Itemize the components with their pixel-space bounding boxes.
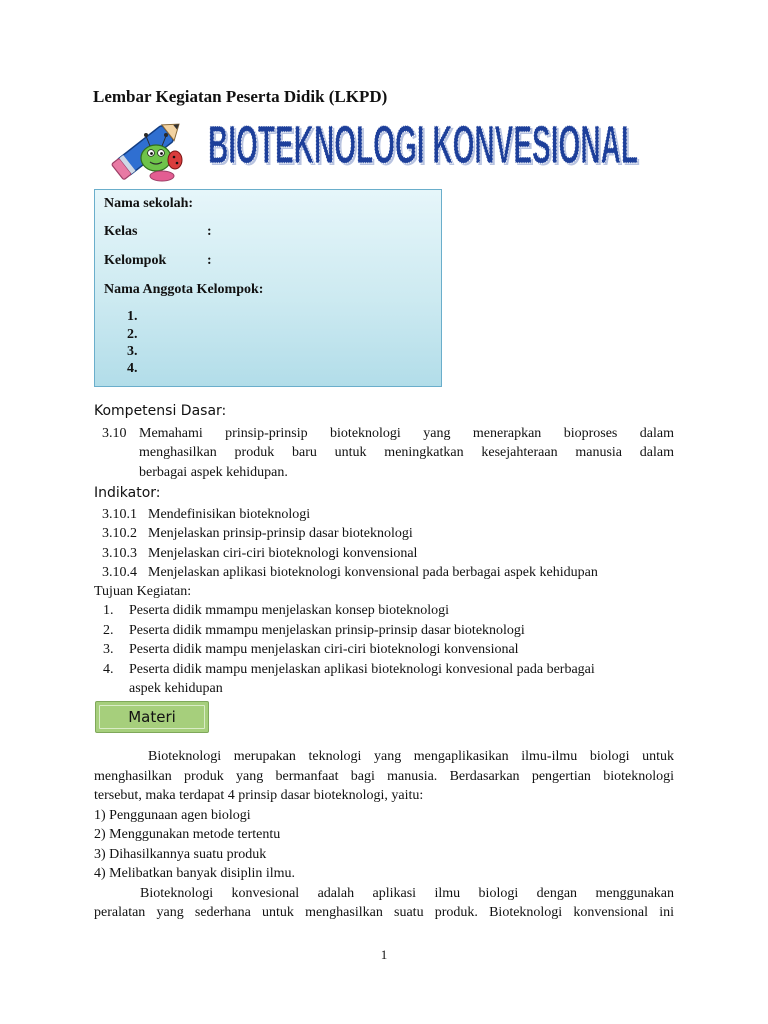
topic-banner <box>205 112 647 176</box>
class-label: Kelas <box>104 224 138 239</box>
tujuan-text: Peserta didik mampu menjelaskan aplikasi bioteknologi konvesional pada berbagai <box>129 662 595 677</box>
tujuan-text: Peserta didik mmampu menjelaskan prinsip-prinsip dasar bioteknologi <box>129 623 525 638</box>
tujuan-num: 4. <box>103 662 114 677</box>
materi-section-label <box>95 701 209 733</box>
tujuan-heading: Tujuan Kegiatan: <box>94 584 192 599</box>
school-name-label: Nama sekolah: <box>104 196 194 211</box>
group-row <box>104 253 212 269</box>
pencil-bug-mascot-illustration <box>104 114 190 186</box>
principle-item: 4) Melibatkan banyak disiplin ilmu. <box>94 866 296 881</box>
principle-item: 1) Penggunaan agen biologi <box>94 808 251 823</box>
topic-banner-shadow: BIOTEKNOLOGI KONVESIONAL <box>210 117 640 176</box>
tujuan-text: Peserta didik mampu menjelaskan ciri-ciri bioteknologi konvensional <box>129 642 519 657</box>
member-number: 4. <box>127 361 138 376</box>
kompetensi-line: berbagai aspek kehidupan. <box>139 465 288 480</box>
materi-label-text: Materi <box>128 708 176 726</box>
document-title: Lembar Kegiatan Peserta Didik (LKPD) <box>93 87 388 106</box>
indikator-text: Menjelaskan prinsip-prinsip dasar bioteknologi <box>148 526 413 541</box>
principle-item: 3) Dihasilkannya suatu produk <box>94 847 267 862</box>
indikator-num: 3.10.2 <box>102 526 137 541</box>
materi-paragraph-line: Bioteknologi merupakan teknologi yang mengaplikasikan ilmu-ilmu biologi untuk <box>148 749 674 764</box>
member-number: 1. <box>127 309 138 324</box>
tujuan-num: 2. <box>103 623 114 638</box>
materi-paragraph-line: peralatan yang sederhana untuk menghasilkan suatu produk. Bioteknologi konvensional ini <box>94 905 674 920</box>
tujuan-num: 3. <box>103 642 114 657</box>
kompetensi-line: Memahami prinsip-prinsip bioteknologi yang menerapkan bioproses dalam <box>139 426 674 441</box>
indikator-num: 3.10.4 <box>102 565 137 580</box>
student-identity-box <box>94 189 442 387</box>
indikator-text: Menjelaskan aplikasi bioteknologi konvensional pada berbagai aspek kehidupan <box>148 565 598 580</box>
indikator-text: Menjelaskan ciri-ciri bioteknologi konvensional <box>148 546 418 561</box>
class-row <box>104 224 212 240</box>
principle-item: 2) Menggunakan metode tertentu <box>94 827 281 842</box>
kompetensi-number: 3.10 <box>102 426 127 441</box>
group-colon: : <box>207 253 212 268</box>
kompetensi-line: menghasilkan produk baru untuk meningkatkan kesejahteraan manusia dalam <box>139 445 674 460</box>
materi-paragraph-line: menghasilkan produk yang bermanfaat bagi manusia. Berdasarkan pengertian bioteknologi <box>94 769 674 784</box>
class-colon: : <box>207 224 212 239</box>
indikator-text: Mendefinisikan bioteknologi <box>148 507 311 522</box>
members-label: Nama Anggota Kelompok: <box>104 282 264 297</box>
materi-paragraph-line: Bioteknologi konvesional adalah aplikasi ilmu biologi dengan menggunakan <box>140 886 674 901</box>
tujuan-text: Peserta didik mmampu menjelaskan konsep bioteknologi <box>129 603 449 618</box>
group-label: Kelompok <box>104 253 167 268</box>
kompetensi-heading: Kompetensi Dasar: <box>94 403 227 419</box>
member-number: 3. <box>127 344 138 359</box>
member-number: 2. <box>127 327 138 342</box>
indikator-num: 3.10.1 <box>102 507 137 522</box>
indikator-heading: Indikator: <box>94 485 161 501</box>
page-number: 1 <box>380 947 388 962</box>
tujuan-text-continued: aspek kehidupan <box>129 681 223 696</box>
topic-banner-text: BIOTEKNOLOGI KONVESIONAL <box>208 115 638 175</box>
indikator-num: 3.10.3 <box>102 546 137 561</box>
tujuan-num: 1. <box>103 603 114 618</box>
materi-paragraph-line: tersebut, maka terdapat 4 prinsip dasar bioteknologi, yaitu: <box>94 788 424 803</box>
